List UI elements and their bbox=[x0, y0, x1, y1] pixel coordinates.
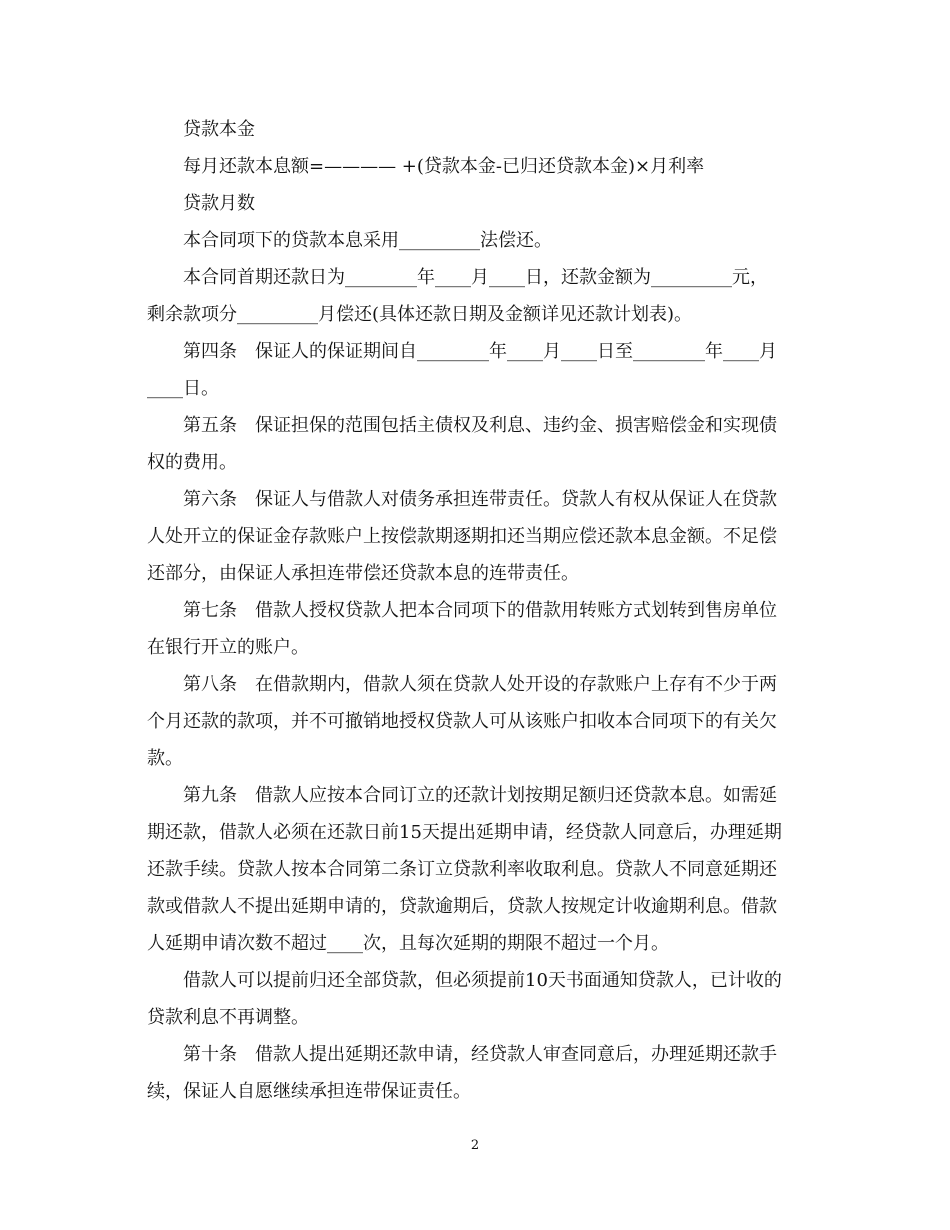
paragraph-line: 第五条 保证担保的范围包括主债权及利息、违约金、损害赔偿金和实现债 bbox=[183, 415, 777, 436]
formula-denominator: 贷款月数 bbox=[183, 193, 255, 214]
paragraph-line: 本合同首期还款日为________年____月____日，还款金额为_________元， bbox=[183, 267, 768, 288]
formula-main: 每月还款本息额=———— +(贷款本金-已归还贷款本金)×月利率 bbox=[183, 156, 705, 177]
paragraph-line: 借款人可以提前归还全部贷款，但必须提前10天书面通知贷款人，已计收的 bbox=[183, 970, 782, 991]
paragraph-line: ____日。 bbox=[147, 378, 219, 399]
paragraph-line: 在银行开立的账户。 bbox=[147, 637, 309, 658]
paragraph-line: 人延期申请次数不超过____次，且每次延期的期限不超过一个月。 bbox=[147, 933, 669, 954]
paragraph-line: 款。 bbox=[147, 748, 183, 769]
paragraph-line: 第四条 保证人的保证期间自________年____月____日至________年____月 bbox=[183, 341, 777, 362]
paragraph-line: 续，保证人自愿继续承担连带保证责任。 bbox=[147, 1081, 471, 1102]
paragraph-line: 第七条 借款人授权贷款人把本合同项下的借款用转账方式划转到售房单位 bbox=[183, 600, 777, 621]
paragraph-line: 期还款，借款人必须在还款日前15天提出延期申请，经贷款人同意后，办理延期 bbox=[147, 822, 782, 843]
paragraph-line: 权的费用。 bbox=[147, 452, 237, 473]
paragraph-line: 剩余款项分_________月偿还(具体还款日期及金额详见还款计划表)。 bbox=[147, 304, 693, 325]
paragraph-line: 个月还款的款项，并不可撤销地授权贷款人可从该账户扣收本合同项下的有关欠 bbox=[147, 711, 777, 732]
paragraph-line: 第八条 在借款期内，借款人须在贷款人处开设的存款账户上存有不少于两 bbox=[183, 674, 777, 695]
paragraph-line: 第六条 保证人与借款人对债务承担连带责任。贷款人有权从保证人在贷款 bbox=[183, 489, 777, 510]
paragraph-line: 第十条 借款人提出延期还款申请，经贷款人审查同意后，办理延期还款手 bbox=[183, 1044, 777, 1065]
formula-numerator: 贷款本金 bbox=[183, 119, 255, 140]
paragraph-line: 人处开立的保证金存款账户上按偿款期逐期扣还当期应偿还款本息金额。不足偿 bbox=[147, 526, 777, 547]
paragraph-line: 还部分，由保证人承担连带偿还贷款本息的连带责任。 bbox=[147, 563, 579, 584]
paragraph-line: 款或借款人不提出延期申请的，贷款逾期后，贷款人按规定计收逾期利息。借款 bbox=[147, 896, 777, 917]
paragraph-line: 本合同项下的贷款本息采用_________法偿还。 bbox=[183, 230, 552, 251]
paragraph-line: 第九条 借款人应按本合同订立的还款计划按期足额归还贷款本息。如需延 bbox=[183, 785, 777, 806]
page-number: 2 bbox=[470, 1138, 480, 1153]
paragraph-line: 还款手续。贷款人按本合同第二条订立贷款利率收取利息。贷款人不同意延期还 bbox=[147, 859, 777, 880]
paragraph-line: 贷款利息不再调整。 bbox=[147, 1007, 309, 1028]
